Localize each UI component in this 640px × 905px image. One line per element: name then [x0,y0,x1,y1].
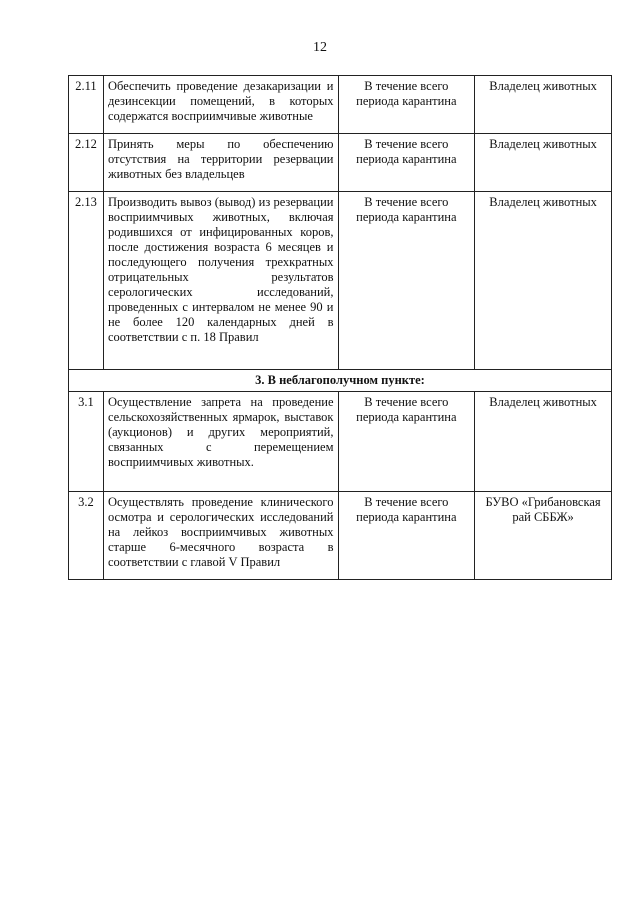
row-number: 3.1 [69,392,104,492]
term-text: В течение всего периода карантина [338,492,475,580]
measure-text: Осуществлять проведение клинического осмотра и серологических исследований на лейкоз восприимчивых животных старше 6-месячного возраста в соответствии с главой V Правил [103,492,338,580]
table-row [69,492,612,580]
measure-text: Производить вывоз (вывод) из резервации восприимчивых животных, включая родившихся от инфицированных коров, после достижения возраста 6 месяцев и последующего получения трехкратных отрицательных результатов серологических исследований, проведенных с интервалом не менее 90 и не более 120 календарных дней в соответствии с п. 18 Правил [103,192,338,370]
term-text: В течение всего периода карантина [338,76,475,134]
term-text: В течение всего периода карантина [338,192,475,370]
responsible-text: БУВО «Грибановская рай СББЖ» [475,492,612,580]
measures-table [68,75,612,580]
section-title: 3. В неблагополучном пункте: [69,370,612,392]
page-number: 12 [313,40,327,55]
measure-text: Обеспечить проведение дезакаризации и дезинсекции помещений, в которых содержатся восприимчивые животные [103,76,338,134]
row-number: 2.11 [69,76,104,134]
row-number: 2.13 [69,192,104,370]
responsible-text: Владелец животных [475,134,612,192]
row-number: 3.2 [69,492,104,580]
table-row [69,192,612,370]
measure-text: Осуществление запрета на проведение сельскохозяйственных ярмарок, выставок (аукционов) и других мероприятий, связанных с перемещением восприимчивых животных. [103,392,338,492]
responsible-text: Владелец животных [475,392,612,492]
measure-text: Принять меры по обеспечению отсутствия на территории резервации животных без владельцев [103,134,338,192]
row-number: 2.12 [69,134,104,192]
term-text: В течение всего периода карантина [338,134,475,192]
table-row [69,76,612,134]
responsible-text: Владелец животных [475,192,612,370]
table-row [69,134,612,192]
term-text: В течение всего периода карантина [338,392,475,492]
table-row [69,392,612,492]
responsible-text: Владелец животных [475,76,612,134]
section-row [69,370,612,392]
